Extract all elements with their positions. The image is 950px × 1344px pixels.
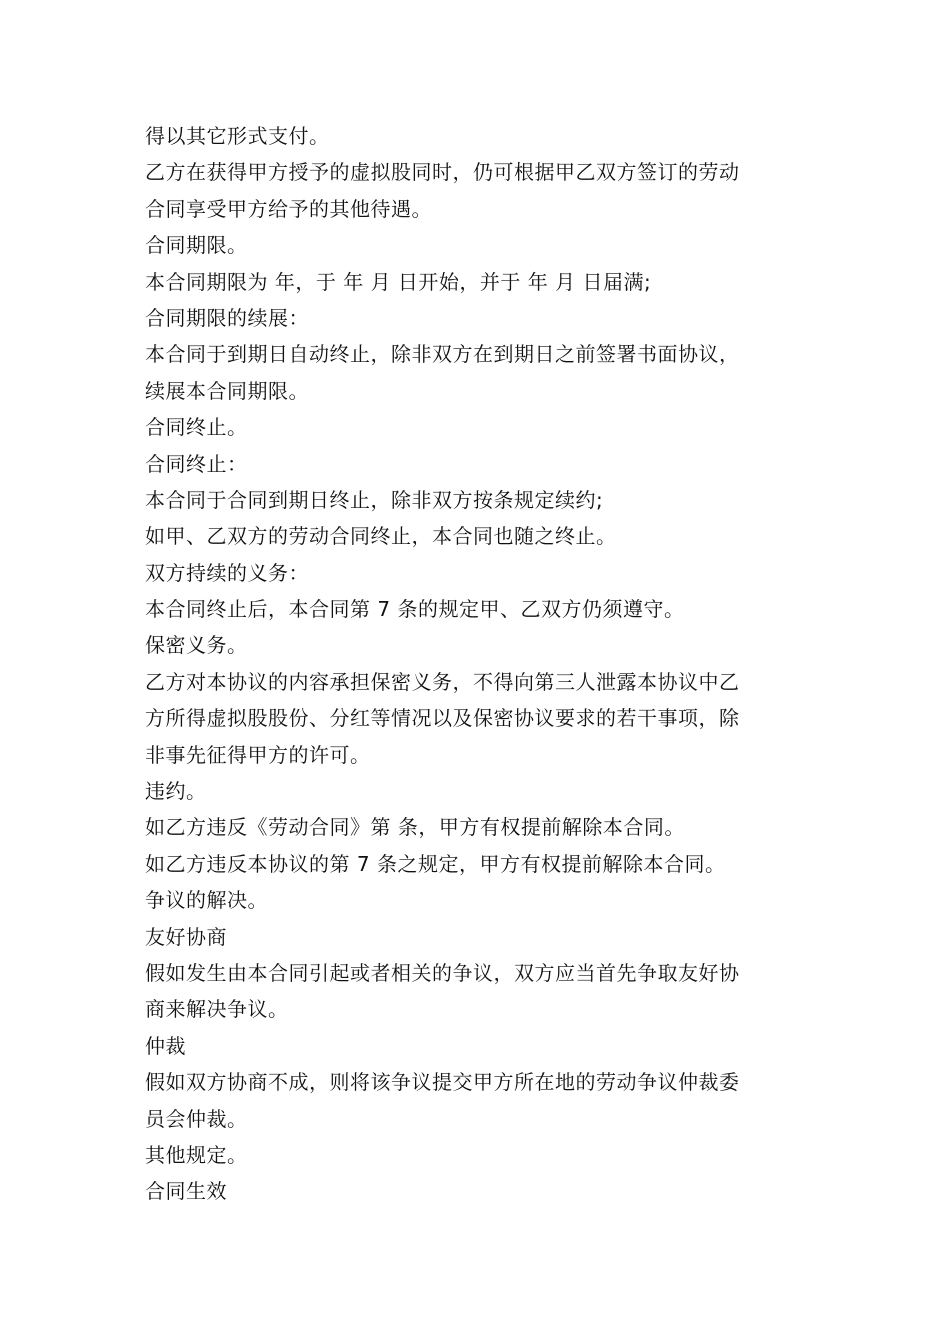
subsection-heading: 合同终止：: [145, 451, 248, 476]
text-line: 得以其它形式支付。: [145, 124, 330, 148]
section-heading: 其他规定。: [145, 1142, 248, 1167]
document-body: [145, 118, 810, 1210]
text-line: 假如发生由本合同引起或者相关的争议，双方应当首先争取友好协: [145, 960, 740, 985]
section-heading: 合同期限。: [145, 233, 248, 258]
section-heading: 违约。: [145, 779, 207, 804]
text-line: 如乙方违反《劳动合同》第 条，甲方有权提前解除本合同。: [145, 815, 685, 840]
text-line: 本合同期限为 年，于 年 月 日开始，并于 年 月 日届满;: [145, 269, 652, 294]
text-line: 本合同于到期日自动终止，除非双方在到期日之前签署书面协议，: [145, 342, 740, 367]
section-heading: 争议的解决。: [145, 888, 268, 913]
text-line: 如乙方违反本协议的第 7 条之规定，甲方有权提前解除本合同。: [145, 851, 726, 876]
text-line: 续展本合同期限。: [145, 378, 309, 403]
subsection-heading: 仲裁: [145, 1033, 186, 1058]
text-line: 商来解决争议。: [145, 997, 289, 1022]
text-line: 假如双方协商不成，则将该争议提交甲方所在地的劳动争议仲裁委: [145, 1070, 740, 1095]
text-line: 非事先征得甲方的许可。: [145, 742, 371, 767]
text-line: 乙方对本协议的内容承担保密义务，不得向第三人泄露本协议中乙: [145, 669, 740, 694]
text-line: 合同享受甲方给予的其他待遇。: [145, 196, 432, 221]
subsection-heading: 双方持续的义务：: [145, 560, 309, 585]
text-line: 员会仲裁。: [145, 1106, 248, 1131]
text-line: 方所得虚拟股股份、分红等情况以及保密协议要求的若干事项，除: [145, 706, 740, 731]
subsection-heading: 合同生效: [145, 1179, 227, 1204]
subsection-heading: 友好协商: [145, 924, 227, 949]
text-line: 如甲、乙双方的劳动合同终止，本合同也随之终止。: [145, 524, 617, 549]
text-line: 乙方在获得甲方授予的虚拟股同时，仍可根据甲乙双方签订的劳动: [145, 160, 740, 185]
section-heading: 保密义务。: [145, 633, 248, 658]
text-line: 本合同终止后，本合同第 7 条的规定甲、乙双方仍须遵守。: [145, 597, 685, 622]
text-line: 本合同于合同到期日终止，除非双方按条规定续约;: [145, 487, 604, 512]
section-heading: 合同终止。: [145, 415, 248, 440]
subsection-heading: 合同期限的续展：: [145, 305, 309, 330]
